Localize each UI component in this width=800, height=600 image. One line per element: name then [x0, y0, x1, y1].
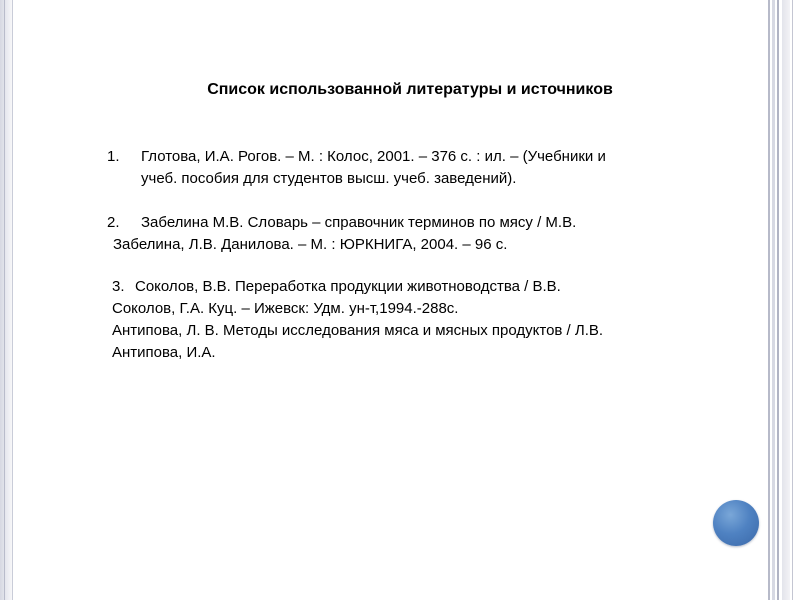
reference-line: Глотова, И.А. Рогов. – М. : Колос, 2001. – 376 с. : ил. – (Учебники и	[141, 148, 606, 165]
reference-line: Соколов, В.В. Переработка продукции животноводства / В.В.	[135, 278, 561, 295]
reference-line: Забелина М.В. Словарь – справочник терминов по мясу / М.В.	[141, 214, 577, 231]
slide-title: Список использованной литературы и источников	[207, 81, 613, 98]
reference-line: учеб. пособия для студентов высш. учеб. заведений).	[141, 170, 517, 187]
reference-number: 2.	[107, 214, 120, 231]
reference-line: Забелина, Л.В. Данилова. – М. : ЮРКНИГА, 2004. – 96 с.	[113, 236, 508, 253]
reference-line: Антипова, Л. В. Методы исследования мяса и мясных продуктов / Л.В.	[112, 322, 604, 339]
reference-number: 1.	[107, 148, 120, 165]
reference-line: Соколов, Г.А. Куц. – Ижевск: Удм. ун-т,1994.-288с.	[112, 300, 459, 317]
reference-number: 3.	[112, 278, 125, 295]
reference-line: Антипова, И.А.	[112, 344, 216, 361]
circle-button-icon[interactable]	[713, 500, 759, 546]
